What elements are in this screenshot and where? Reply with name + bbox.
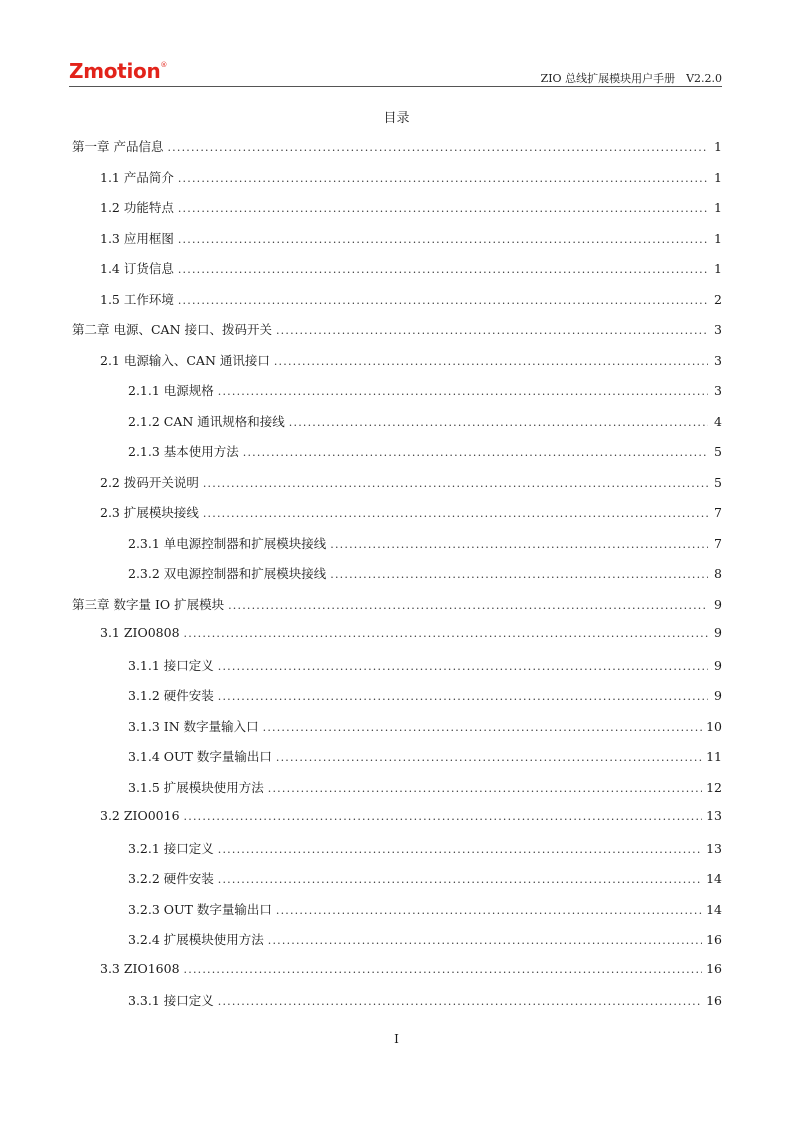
toc-dot-leader: [203, 507, 708, 520]
toc-dot-leader: [276, 324, 708, 337]
toc-dot-leader: [218, 843, 702, 856]
toc-entry[interactable]: [72, 442, 722, 473]
toc-entry[interactable]: [72, 473, 722, 504]
toc-entry-title: 3.2.4 扩展模块使用方法: [128, 932, 264, 947]
toc-dot-leader: [178, 294, 708, 307]
toc-entry[interactable]: [72, 930, 722, 961]
registered-mark: ®: [160, 61, 168, 69]
toc-entry-title: 2.2 拨码开关说明: [100, 474, 199, 490]
toc-entry[interactable]: [72, 747, 722, 778]
toc-entry[interactable]: [72, 503, 722, 534]
toc-entry-title: 1.5 工作环境: [100, 291, 174, 307]
toc-dot-leader: [263, 721, 702, 734]
toc-entry-page: 7: [714, 505, 722, 520]
toc-entry[interactable]: [72, 412, 722, 443]
toc-entry-title: 2.1.3 基本使用方法: [128, 444, 239, 459]
toc-entry[interactable]: [72, 137, 722, 168]
toc-entry-title: 2.1.1 电源规格: [128, 383, 214, 398]
toc-entry[interactable]: [72, 717, 722, 748]
toc-entry-page: 2: [714, 291, 722, 307]
toc-entry-title: 3.1.1 接口定义: [128, 657, 214, 673]
toc-entry-title: 2.3.2 双电源控制器和扩展模块接线: [128, 566, 327, 581]
toc-entry-title: 1.4 订货信息: [100, 261, 174, 276]
toc-dot-leader: [178, 233, 708, 246]
toc-entry[interactable]: [72, 961, 722, 992]
toc-entry-title: 3.2.2 硬件安装: [128, 871, 214, 886]
toc-entry[interactable]: [72, 381, 722, 412]
toc-entry[interactable]: [72, 290, 722, 321]
toc-entry[interactable]: [72, 839, 722, 870]
toc-dot-leader: [276, 751, 702, 764]
toc-entry[interactable]: [72, 656, 722, 687]
toc-entry[interactable]: [72, 259, 722, 290]
toc-entry-page: 3: [714, 352, 722, 368]
toc-entry-title: 3.1.5 扩展模块使用方法: [128, 779, 264, 795]
toc-dot-leader: [203, 477, 708, 490]
toc-entry-title: 2.1.2 CAN 通讯规格和接线: [128, 413, 285, 429]
toc-dot-leader: [184, 810, 703, 823]
toc-entry-page: 11: [706, 749, 722, 764]
toc-entry-page: 1: [714, 169, 722, 185]
toc-entry-page: 13: [706, 808, 722, 823]
toc-entry-title: 3.1.4 OUT 数字量输出口: [128, 749, 272, 764]
toc-entry-page: 10: [706, 718, 722, 734]
toc-entry[interactable]: [72, 351, 722, 382]
toc-entry-page: 14: [706, 901, 722, 917]
toc-entry-page: 9: [714, 625, 722, 640]
toc-dot-leader: [184, 963, 703, 976]
toc-dot-leader: [218, 995, 702, 1008]
toc-entry[interactable]: [72, 320, 722, 351]
toc-entry[interactable]: [72, 168, 722, 199]
toc-entry-title: 1.3 应用框图: [100, 230, 174, 246]
toc-entry-page: 13: [706, 840, 722, 856]
toc-entry-title: 1.1 产品简介: [100, 169, 174, 185]
logo-text: Zmotion: [69, 59, 161, 83]
toc-entry[interactable]: [72, 625, 722, 656]
toc-entry-page: 4: [714, 413, 722, 429]
toc-dot-leader: [289, 416, 708, 429]
toc-heading: 目录: [383, 111, 410, 126]
toc-entry-title: 第一章 产品信息: [72, 139, 164, 154]
toc-entry-page: 9: [714, 596, 722, 612]
toc-dot-leader: [330, 568, 708, 581]
brand-logo: [69, 59, 167, 83]
toc-entry[interactable]: [72, 564, 722, 595]
toc-entry-page: 3: [714, 322, 722, 337]
toc-entry[interactable]: [72, 595, 722, 626]
toc-dot-leader: [178, 263, 708, 276]
toc-dot-leader: [218, 873, 702, 886]
toc-dot-leader: [268, 782, 702, 795]
toc-entry[interactable]: [72, 686, 722, 717]
toc-entry-page: 1: [714, 139, 722, 154]
toc-entry-page: 1: [714, 261, 722, 276]
toc-dot-leader: [276, 904, 702, 917]
header-divider: [69, 86, 722, 87]
toc-entry-title: 3.2.1 接口定义: [128, 840, 214, 856]
toc-dot-leader: [218, 660, 708, 673]
table-of-contents: [72, 137, 722, 1022]
toc-entry-title: 3.2.3 OUT 数字量输出口: [128, 901, 272, 917]
toc-entry-title: 3.3 ZIO1608: [100, 960, 180, 976]
toc-entry-title: 2.1 电源输入、CAN 通讯接口: [100, 352, 270, 368]
toc-entry-page: 14: [706, 871, 722, 886]
toc-dot-leader: [330, 538, 708, 551]
toc-entry-page: 8: [714, 566, 722, 581]
toc-dot-leader: [218, 690, 708, 703]
toc-dot-leader: [184, 627, 708, 640]
toc-entry-page: 3: [714, 383, 722, 398]
toc-entry[interactable]: [72, 778, 722, 809]
toc-dot-leader: [218, 385, 708, 398]
page-number: I: [394, 1032, 399, 1046]
toc-entry-page: 16: [706, 960, 722, 976]
toc-entry-page: 16: [706, 932, 722, 947]
toc-entry-page: 5: [714, 444, 722, 459]
toc-entry-page: 1: [714, 200, 722, 215]
toc-entry[interactable]: [72, 991, 722, 1022]
toc-entry-title: 3.2 ZIO0016: [100, 808, 180, 823]
toc-entry[interactable]: [72, 900, 722, 931]
toc-entry-title: 1.2 功能特点: [100, 200, 174, 215]
toc-entry-title: 3.3.1 接口定义: [128, 993, 214, 1008]
toc-entry[interactable]: [72, 808, 722, 839]
toc-entry-title: 3.1.2 硬件安装: [128, 688, 214, 703]
toc-entry[interactable]: [72, 229, 722, 260]
toc-dot-leader: [268, 934, 702, 947]
toc-dot-leader: [178, 172, 708, 185]
toc-entry-title: 第三章 数字量 IO 扩展模块: [72, 596, 225, 612]
toc-entry-page: 9: [714, 657, 722, 673]
toc-entry[interactable]: [72, 869, 722, 900]
toc-dot-leader: [167, 141, 708, 154]
toc-entry-page: 5: [714, 474, 722, 490]
toc-dot-leader: [228, 599, 708, 612]
toc-entry-title: 3.1 ZIO0808: [100, 625, 180, 640]
toc-entry[interactable]: [72, 534, 722, 565]
toc-entry-title: 2.3.1 单电源控制器和扩展模块接线: [128, 535, 327, 551]
toc-dot-leader: [178, 202, 708, 215]
toc-dot-leader: [243, 446, 708, 459]
toc-entry-title: 第二章 电源、CAN 接口、拨码开关: [72, 322, 272, 337]
toc-entry-title: 3.1.3 IN 数字量输入口: [128, 718, 259, 734]
toc-entry-title: 2.3 扩展模块接线: [100, 505, 199, 520]
toc-dot-leader: [274, 355, 708, 368]
toc-entry-page: 1: [714, 230, 722, 246]
toc-entry-page: 12: [706, 779, 722, 795]
manual-title: ZIO 总线扩展模块用户手册 V2.2.0: [540, 72, 722, 85]
toc-entry-page: 16: [706, 993, 722, 1008]
toc-entry[interactable]: [72, 198, 722, 229]
toc-entry-page: 9: [714, 688, 722, 703]
toc-entry-page: 7: [714, 535, 722, 551]
